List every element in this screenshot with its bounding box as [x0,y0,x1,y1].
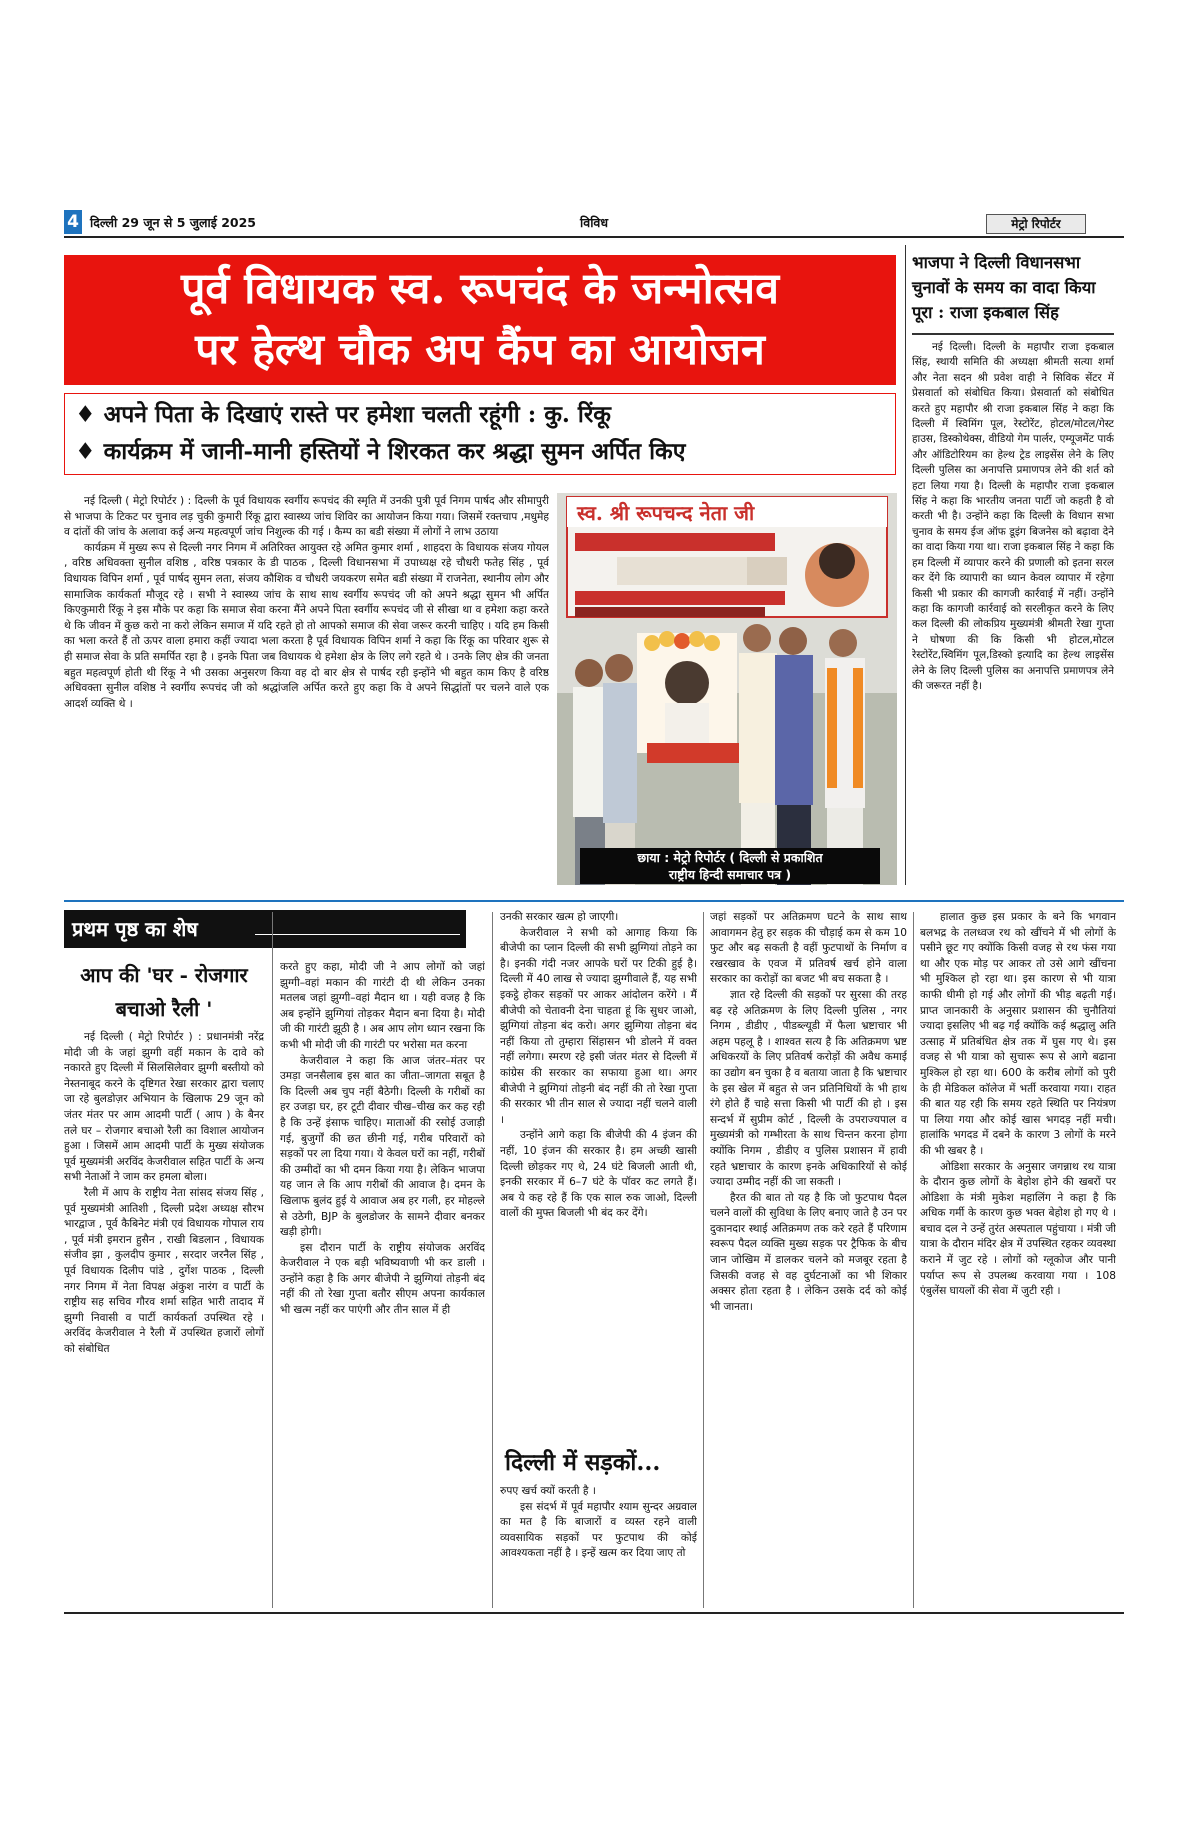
page-number: 4 [64,210,82,234]
section-title-underline [255,934,460,935]
column-paragraph: इस दौरान पार्टी के राष्ट्रीय संयोजक अरविंद केजरीवाल ने एक बड़ी भविष्यवाणी भी कर डाली । उन्होंने कहा है कि अगर बीजेपी ने झुग्गियां तोड़नी बंद नहीं की तो रेखा गुप्ता बतौर सीएम अपना कार्यकाल भी खत्म नहीं कर पाएंगी और तीन साल में ही [280,1241,485,1317]
photo-caption [580,848,880,884]
main-story-body [64,494,549,886]
column-divider [703,912,704,1608]
event-photo [557,493,897,885]
roads-headline: दिल्ली में सड़कों... [505,1449,661,1476]
column-paragraph: नई दिल्ली ( मेट्रो रिपोर्टर ) : प्रधानमंत्री नरेंद्र मोदी जी के जहां झुग्गी वहीं मकान के दावे को नकारते हुए दिल्ली में सिलसिलेवार झुग्गी बस्तीयो को नेस्तनाबूद करने के दृष्टिगत रेखा सरकार द्वारा चलाए जा रहे बुलडोज़र अभियान के खिलाफ 29 जून को जंतर मंतर पर आम आदमी पार्टी ( आप ) के बैनर तले घर – रोजगार बचाओ रैली का विशाल आयोजन हुआ । जिसमें आम आदमी पार्टी के मुख्य संयोजक पूर्व मुख्यमंत्री अरविंद केजरीवाल सहित पार्टी के अन्य सभी नेताओं ने जाम कर हमला बोला। [64,1031,264,1184]
column-paragraph: उनकी सरकार खत्म हो जाएगी। [500,911,619,923]
section-top-rule [64,900,1124,902]
column-paragraph: ज्ञात रहे दिल्ली की सड़कों पर सुरसा की तरह बढ़ रहे अतिक्रमण के लिए दिल्ली पुलिस , नगर निगम , डीडीए , पीडब्ल्यूडी में फैला भ्रष्टाचार भी अहम पहलू है । शाश्वत सत्य है कि अतिक्रमण भ्रष्ट अधिकरयों के लिए प्रतिवर्ष करोड़ों की अवैध कमाई का उद्योग बन चुका है व बताया जाता है कि भ्रष्टाचार के इस खेल में बहुत से जन प्रतिनिधियों के भी हाथ रंगे होते हैं चाहे सत्ता किसी भी पार्टी की हो । इस सन्दर्भ में सुप्रीम कोर्ट , दिल्ली के उपराज्यपाल व मुख्यमंत्री को गम्भीरता के साथ चिन्तन करना होगा क्योंकि निगम , डीडीए व पुलिस प्रशासन में हावी रहते भ्रष्टाचार के कारण इनके अधिकारियों से कोई ज्यादा उम्मीद नहीं की जा सकती । [710,988,907,1189]
continued-section-title: प्रथम पृष्ठ का शेष [64,910,466,948]
column-paragraph: हालात कुछ इस प्रकार के बने कि भगवान बलभद्र के तलध्वज रथ को खींचने में भी लोगों के पसीने छूट गए क्योंकि किसी वजह से रथ फंस गया था और एक मोड़ पर आकर तो उसे आगे खींचना भी मुश्किल हो रहा था। इस कारण से भी यात्रा काफी धीमी हो गई और लोगों की भीड़ बढ़ती गई। प्राप्त जानकारी के अनुसार प्रशासन की चुनौतियां ज्यादा इसलिए भी बढ़ गईं क्योंकि कई श्रद्धालु अति उत्साह में प्रतिबंधित क्षेत्र तक में घुस गए थे। इस वजह से भी यात्रा को सुचारू रूप से आगे बढाना मुश्किल हो रहा था। 600 के करीब लोगों को पुरी के ही मेडिकल कॉलेज में भर्ती करवाया गया। राहत की बात यह रही कि समय रहते स्थिति पर नियंत्रण पा लिया गया और कोई खास भगदड़ नहीं मची। हालांकि भगदड में दबने के कारण 3 लोगों के मरने की भी खबर है । [920,911,1116,1157]
column-paragraph: रुपए खर्च क्यों करती है । [500,1485,596,1497]
subheadline-2: ♦ कार्यक्रम में जानी-मानी हस्तियों ने शिरकत कर श्रद्धा सुमन अर्पित किए [75,438,686,465]
header-rule [64,236,1124,238]
issue-date: दिल्ली 29 जून से 5 जुलाई 2025 [90,215,257,230]
subheadline-1: ♦ अपने पिता के दिखाएं रास्ते पर हमेशा चलती रहूंगी : कु. रिंकू [75,401,611,428]
column-paragraph: इस संदर्भ में पूर्व महापौर श्याम सुन्दर अग्रवाल का मत है कि बाजारों व व्यस्त रहने वाली व्यवसायिक सड़कों पर फुटपाथ की कोई आवश्यकता नहीं है । इन्हें खत्म कर दिया जाए तो [500,1500,697,1560]
column-paragraph: उन्होंने आगे कहा कि बीजेपी की 4 इंजन की नहीं, 10 इंजन की सरकार है। हम अच्छी खासी दिल्ली छोड़कर गए थे, 24 घंटे बिजली आती थी, इनकी सरकार में 6–7 घंटे के पॉवर कट लगते हैं। अब ये कह रहे हैं कि एक साल रुक जाओ, दिल्ली वालों की मुफ्त बिजली भी बंद कर देंगे। [500,1129,697,1220]
column-2-body [280,960,485,1610]
bottom-rule [64,1612,1124,1614]
column-paragraph: केजरीवाल ने कहा कि आज जंतर–मंतर पर उमड़ा जनसैलाब इस बात का जीता–जागता सबूत है कि दिल्ली अब चुप नहीं बैठेगी। दिल्ली के गरीबों का हर उजड़ा घर, हर टूटी दीवार चीख–चीख कर कह रही है कि उन्हें इंसाफ चाहिए। माताओं की रसोई उजाड़ी गई, बुजुर्गों की छत छीनी गई, गरीब परिवारों को सड़कों पर ला दिया गया। ये केवल घरों का नहीं, गरीबों की उम्मीदों का भी दमन किया गया है। लेकिन भाजपा यह जान ले कि आप गरीबों की आवाज है। दमन के खिलाफ बुलंद हुई ये आवाज अब हर गली, हर मोहल्ले से उठेगी, BJP के बुलडोजर के सामने दीवार बनकर खड़ी होगी। [280,1054,485,1239]
column-4-body [710,910,907,1610]
column-1-body [64,1030,264,1610]
column-3b-body [500,1484,697,1610]
section-label: विविध [580,215,609,230]
column-paragraph: रैली में आप के राष्ट्रीय नेता सांसद संजय सिंह , पूर्व मुख्यमंत्री आतिशी , दिल्ली प्रदेश अध्यक्ष सौरभ भारद्वाज , पूर्व कैबिनेट मंत्री एवं विधायक गोपाल राय , पूर्व मंत्री इमरान हुसैन , राखी बिडलान , विधायक संजीव झा , कुलदीप कुमार , सरदार जरनैल सिंह , पूर्व विधायक दिलीप पांडे , दुर्गेश पाठक , दिल्ली नगर निगम में नेता विपक्ष अंकुश नारंग व पार्टी के राष्ट्रीय सह सचिव गौरव शर्मा सहित भारी तादाद में झुग्गी निवासी व पार्टी कार्यकर्ता उपस्थित रहे । अरविंद केजरीवाल ने रैली में उपस्थित हजारों लोगों को संबोधित [64,1186,264,1355]
main-story-paragraph: कार्यक्रम में मुख्य रूप से दिल्ली नगर निगम में अतिरिक्त आयुक्त रहे अमित कुमार शर्मा , शाहदरा के विधायक संजय गोयल , वरिष्ठ अधिवक्ता सुनील वशिष्ठ , वरिष्ठ पत्रकार के डी पाठक , दिल्ली विधानसभा में उपाध्यक्ष रहे चौधरी फतेह सिंह , पूर्व विधायक विपिन शर्मा , पूर्व पार्षद सुमन लता, संजय कौशिक व चौधरी जयकरण समेत बडी संख्या में राजनेता, स्थानीय लोग और सामाजिक कार्यकर्ता मौजूद रहे । सभी ने स्वास्थ्य जांच के साथ साथ स्वर्गीय रूपचंद जी को अपने श्रद्धा सुमन भी अर्पित किएकुमारी रिंकू ने इस मौके पर कहा कि समाज सेवा करना मैंने अपने पिता स्वर्गीय रूपचंद जी से सीखा था व हमेशा कहा करते थे कि जीवन में कुछ करो ना करो लेकिन समाज में यदि रहते हो तो आपको समाज की सेवा जरूर करनी चाहिए । यदि हम किसी का भला करते हैं तो ऊपर वाला हमारा कहीं ज्यादा भला करता है पूर्व विधायक विपिन शर्मा ने कहा कि रिंकू का परिवार शुरू से ही समाज सेवा के प्रति समर्पित रहा है । इनके पिता जब विधायक थे हमेशा क्षेत्र के लिए लगे रहते थे । उनके लिए क्षेत्र की जनता बहुत महत्वपूर्ण होती थी रिंकू ने भी उसका अनुसरण किया वह दो बार क्षेत्र से पार्षद रही इन्होंने भी बहुत काम किए है वरिष्ठ अधिवक्ता सुनील वशिष्ठ ने स्वर्गीय रूपचंद जी को श्रद्धांजलि अर्पित करते हुए कहा कि वे अपने सिद्धांतों पर चलने वाले एक आदर्श व्यक्ति थे । [64,541,549,710]
headline-line-2: पर हेल्थ चौक अप कैंप का आयोजन [195,325,765,375]
right-story-body [912,340,1114,890]
photo-banner-text: स्व. श्री रूपचन्द नेता जी [577,501,755,525]
photo-caption-line-2: राष्ट्रीय हिन्दी समाचार पत्र ) [668,867,792,882]
headline-line-1: पूर्व विधायक स्व. रूपचंद के जन्मोत्सव [180,264,780,314]
right-story-headline: भाजपा ने दिल्ली विधानसभा चुनावों के समय का वादा किया पूरा : राजा इकबाल सिंह [912,253,1096,322]
right-story-paragraph: नई दिल्ली। दिल्ली के महापौर राजा इकबाल सिंह, स्थायी समिति की अध्यक्षा श्रीमती सत्या शर्मा और नेता सदन श्री प्रवेश वाही ने सिविक सेंटर में प्रेसवार्ता को संबोधित किया। प्रेसवार्ता को संबोधित करते हुए महापौर श्री राजा इकबाल सिंह ने कहा कि दिल्ली में स्विमिंग पूल, रेस्टोरेंट, होटल/मोटल/गेस्ट हाउस, डिस्कोथेक्स, वीडियो गेम पार्लर, एम्यूजमेंट पार्क और ऑडिटोरियम का हेल्थ ट्रेड लाइसेंस लेने के लिए दिल्ली पुलिस का अनापत्ति प्रमाणपत्र लेने की शर्त को हटा लिया गया है। दिल्ली के महापौर राजा इकबाल सिंह ने कहा कि भारतीय जनता पार्टी जो कहती है वो करती भी है। उन्होंने कहा कि दिल्ली के विधान सभा चुनाव के समय ईज ऑफ डूइंग बिजनेस को बढ़ावा देने का वादा किया गया था। राजा इकबाल सिंह ने कहा कि हम दिल्ली में व्यापार करने की प्रणाली को इतना सरल कर देंगे कि व्यापारी का ध्यान केवल व्यापार में रहेगा किसी भी प्रकार की कागजी कार्रवाई में नहीं। उन्होंने कहा कि कागजी कार्रवाई को सरलीकृत करने के लिए कल दिल्ली की लोकप्रिय मुख्यमंत्री श्रीमती रेखा गुप्ता ने घोषणा की कि किसी भी होटल,मोटल रेस्टोरेंट,स्विमिंग पूल,डिस्को इत्यादि का हेल्थ लाइसेंस लेने के लिए दिल्ली पुलिस का अनापत्ति प्रमाणपत्र लेने की जरूरत नहीं है। [912,341,1114,692]
masthead: मेट्रो रिपोर्टर [986,214,1086,234]
column-divider [913,912,914,1608]
column-divider [492,912,493,1608]
column-paragraph: केजरीवाल ने सभी को आगाह किया कि बीजेपी का प्लान दिल्ली की सभी झुग्गियां तोड़ने का है। इनकी गंदी नजर आपके घरों पर टिकी हुई है। दिल्ली में 40 लाख से ज्यादा झुग्गीवाले हैं, यह सभी इकट्ठे होकर सड़कों पर आकर आंदोलन करेंगे । मैं बीजेपी को चेतावनी देना चाहता हूं कि सुधर जाओ, झुग्गियां तोड़ना बंद करो। अगर झुग्गिया तोड़ना बंद नहीं किया तो तुम्हारा सिंहासन भी डोलने में वक्त नहीं लगेगा। स्मरण रहे इसी जंतर मंतर से दिल्ली में कांग्रेस की सरकार का सफाया हुआ था। अगर बीजेपी ने झुग्गियां तोड़नी बंद नहीं की तो रेखा गुप्ता की सरकार भी तीन साल से ज्यादा नहीं चलने वाली । [500,926,697,1126]
column-divider [272,912,273,1608]
column-paragraph: हैरत की बात तो यह है कि जो फुटपाथ पैदल चलने वालों की सुविधा के लिए बनाए जाते है उन पर दुकानदार स्थाई अतिक्रमण तक करे रहते हैं परिणाम स्वरूप पैदल व्यक्ति मुख्य सड़क पर ट्रैफिक के बीच जान जोखिम में डालकर चलने को मजबूर रहता है जिसकी वजह से वह दुर्घटनाओं का भी शिकार अक्सर होता रहता है । लेकिन उसके दर्द को कोई भी जानता। [710,1191,907,1313]
column-divider [905,245,906,885]
column-paragraph: जहां सड़कों पर अतिक्रमण घटने के साथ साथ आवागमन हेतु हर सड़क की चौड़ाई कम से कम 10 फुट और बढ़ सकती है वहीं फुटपाथों के निर्माण व रखरखाव के एवज में प्रतिवर्ष खर्च होने वाला सरकार का करोड़ों का बजट भी बच सकता है । [710,911,907,986]
column-paragraph: करते हुए कहा, मोदी जी ने आप लोगों को जहां झुग्गी–वहां मकान की गारंटी दी थी लेकिन उनका मतलब जहां झुग्गी–वहां मैदान था । यही वजह है कि अब इन्होंने झुग्गियां तोड़कर मैदान बना दिया है। मोदी जी की गारंटी झूठी है । अब आप लोग ध्यान रखना कि कभी भी मोदी जी की गारंटी पर भरोसा मत करना [280,961,485,1051]
rally-headline: आप की 'घर - रोजगार बचाओ रैली ' [80,963,248,1021]
headline-rule [912,333,1114,335]
headline-banner [64,255,896,385]
column-5-body [920,910,1116,1610]
subheadline-box [64,393,896,475]
column-3-body [500,910,697,1445]
photo-caption-line-1: छाया : मेट्रो रिपोर्टर ( दिल्ली से प्रकाशित [637,850,823,865]
column-paragraph: ओडिशा सरकार के अनुसार जगन्नाथ रथ यात्रा के दौरान कुछ लोगों के बेहोश होने की खबरों पर ओडिशा के मंत्री मुकेश महालिंग ने कहा है कि अधिक गर्मी के कारण कुछ भक्त बेहोश हो गए थे । बचाव दल ने उन्हें तुरंत अस्पताल पहुंचाया । मंत्री जी यात्रा के दौरान मंदिर क्षेत्र में उपस्थित रहकर व्यवस्था कराने में जुट रहे । लोगों को ग्लूकोज और पानी पर्याप्त रूप से उपलब्ध करवाया गया । 108 एंबुलेंस घायलों की सेवा में जुटी रही । [920,1160,1116,1298]
event-photo-illustration [557,493,897,885]
main-story-paragraph: नई दिल्ली ( मेट्रो रिपोर्टर ) : दिल्ली के पूर्व विधायक स्वर्गीय रूपचंद की स्मृति में उनकी पुत्री पूर्व निगम पार्षद और सीमापुरी से भाजपा के टिकट पर चुनाव लड़ चुकी कुमारी रिंकू द्वारा स्वास्थ्य जांच शिविर का आयोजन किया गया। जिसमें रक्तचाप ,मधुमेह व दांतों की जांच के अलावा कई अन्य महत्वपूर्ण जांच निशुल्क की गई । कैम्प का बडी संख्या में लोगों ने लाभ उठाया [64,495,549,539]
